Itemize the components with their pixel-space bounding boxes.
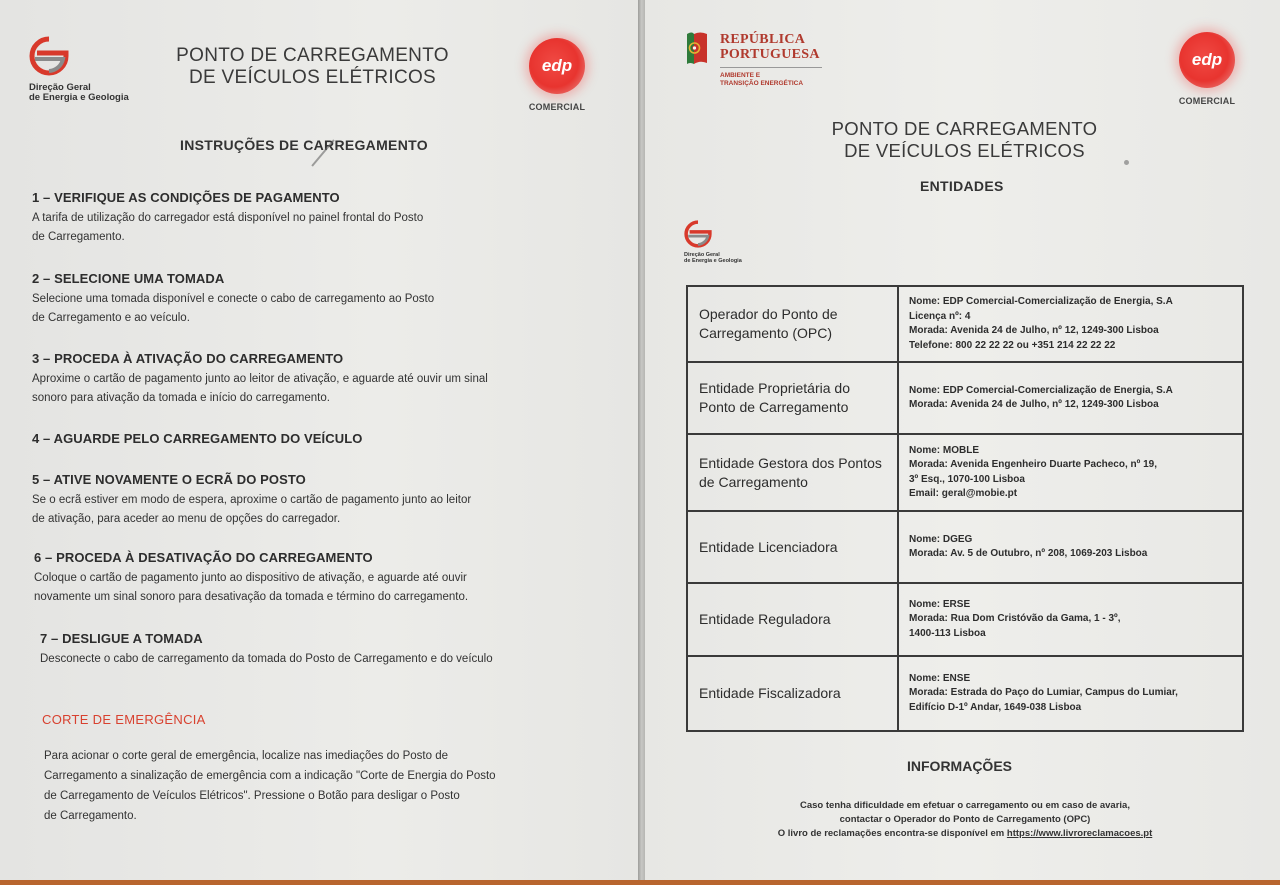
rp-name-line2: PORTUGUESA [720, 47, 820, 62]
rp-name-line1: REPÚBLICA [720, 32, 806, 47]
instruction-step [32, 190, 592, 247]
info-text [720, 799, 1210, 841]
step-line: Aproxime o cartão de pagamento junto ao leitor de ativação, e aguarde até ouvir um sinal [32, 373, 488, 385]
detail-line: Licença nº: 4 [909, 310, 971, 322]
edp-comercial-logo-left [518, 38, 596, 112]
detail-line: Telefone: 800 22 22 22 ou +351 214 22 22 22 [909, 339, 1116, 351]
rp-ministry [720, 72, 840, 88]
dgeg-name-line2: de Energia e Geologia [684, 257, 742, 264]
rp-rule [720, 67, 822, 68]
rp-ministry-line2: TRANSIÇÃO ENERGÉTICA [720, 80, 804, 87]
step-line: de Carregamento. [32, 231, 125, 243]
table-row [687, 286, 1243, 362]
emergency-text [44, 746, 604, 826]
emergency-line: de Carregamento de Veículos Elétricos". Pressione o Botão para desligar o Posto [44, 790, 460, 802]
info-heading: INFORMAÇÕES [907, 758, 1012, 774]
detail-line: Morada: Avenida 24 de Julho, nº 12, 1249-300 Lisboa [909, 399, 1159, 410]
right-title-line1: PONTO DE CARREGAMENTO [831, 118, 1098, 139]
table-row [687, 656, 1243, 731]
table-row [687, 511, 1243, 583]
instruction-step [34, 550, 594, 607]
edp-comercial-label: COMERCIAL [1178, 96, 1236, 106]
entity-details [898, 286, 1243, 362]
entity-details [898, 362, 1243, 434]
left-title-line1: PONTO DE CARREGAMENTO [176, 45, 449, 66]
detail-line: Morada: Rua Dom Cristóvão da Gama, 1 - 3º, [909, 613, 1121, 625]
step-title: 5 – ATIVE NOVAMENTE O ECRÃ DO POSTO [32, 472, 306, 487]
instruction-step [32, 351, 592, 408]
table-row [687, 362, 1243, 434]
entity-details [898, 583, 1243, 656]
dgeg-logo [29, 36, 129, 103]
instruction-step [40, 631, 620, 669]
detail-line: Morada: Av. 5 de Outubro, nº 208, 1069-203 Lisboa [909, 548, 1148, 559]
step-text [32, 370, 592, 408]
info-line: contactar o Operador do Ponto de Carregamento (OPC) [839, 814, 1091, 825]
republica-portuguesa-name [720, 32, 830, 62]
step-text [34, 569, 594, 607]
step-title: 3 – PROCEDA À ATIVAÇÃO DO CARREGAMENTO [32, 351, 344, 366]
step-text [32, 209, 592, 247]
edp-comercial-label: COMERCIAL [528, 102, 586, 112]
portuguese-flag-icon [683, 30, 709, 66]
step-title: 2 – SELECIONE UMA TOMADA [32, 271, 225, 286]
step-line: Desconecte o cabo de carregamento da tomada do Posto de Carregamento e do veículo [40, 653, 493, 665]
dgeg-name-line1: Direção Geral [29, 82, 91, 93]
paper-speck [1124, 160, 1129, 165]
entity-label: Entidade Fiscalizadora [687, 656, 898, 731]
detail-line: Morada: Avenida 24 de Julho, nº 12, 1249-300 Lisboa [909, 325, 1159, 336]
info-line-prefix: O livro de reclamações encontra-se disponível em [777, 828, 1007, 839]
detail-line: Nome: MOBLE [909, 444, 979, 456]
entity-details [898, 434, 1243, 511]
step-line: A tarifa de utilização do carregador está disponível no painel frontal do Posto [32, 212, 424, 224]
edp-logo-icon: edp [1179, 32, 1235, 88]
entity-details [898, 656, 1243, 731]
entity-label: Operador do Ponto de Carregamento (OPC) [687, 286, 898, 362]
livro-reclamacoes-link[interactable]: https://www.livroreclamacoes.pt [1006, 828, 1153, 839]
dgeg-e-icon [29, 36, 69, 76]
step-line: Coloque o cartão de pagamento junto ao dispositivo de ativação, e aguarde até ouvir [34, 572, 467, 584]
instruction-step [32, 431, 592, 450]
detail-line: 1400-113 Lisboa [909, 627, 986, 639]
dgeg-name-line1: Direção Geral [684, 252, 720, 258]
entity-label: Entidade Proprietária do Ponto de Carregamento [687, 362, 898, 434]
instruction-step [32, 271, 592, 328]
info-line [720, 827, 1210, 841]
emergency-line: Carregamento a sinalização de emergência com a indicação "Corte de Energia do Posto [44, 770, 496, 782]
left-page-title [170, 45, 455, 89]
entity-label: Entidade Gestora dos Pontos de Carregamento [687, 434, 898, 511]
step-title: 6 – PROCEDA À DESATIVAÇÃO DO CARREGAMENTO [34, 550, 373, 565]
detail-line: 3º Esq., 1070-100 Lisboa [909, 473, 1025, 485]
step-text [32, 290, 592, 328]
entity-label: Entidade Reguladora [687, 583, 898, 656]
edp-comercial-logo-right [1168, 32, 1246, 106]
step-line: de ativação, para aceder ao menu de opções do carregador. [32, 513, 341, 525]
step-line: sonoro para ativação da tomada e início do carregamento. [32, 392, 330, 404]
instructions-heading: INSTRUÇÕES DE CARREGAMENTO [180, 137, 428, 153]
detail-line: Nome: ENSE [909, 672, 971, 684]
step-text [32, 491, 592, 529]
info-line: Caso tenha dificuldade em efetuar o carregamento ou em caso de avaria, [800, 800, 1130, 811]
detail-line: Nome: ERSE [909, 598, 971, 610]
dgeg-name-line2: de Energia e Geologia [29, 91, 129, 103]
dgeg-e-icon [684, 220, 712, 248]
table-surface-edge [0, 880, 1280, 885]
step-line: Selecione uma tomada disponível e conecte o cabo de carregamento ao Posto [32, 293, 435, 305]
detail-line: Morada: Avenida Engenheiro Duarte Pacheco, nº 19, [909, 459, 1157, 470]
sheet-divider [638, 0, 645, 885]
step-title: 4 – AGUARDE PELO CARREGAMENTO DO VEÍCULO [32, 431, 363, 446]
rp-ministry-line1: AMBIENTE E [720, 72, 761, 79]
detail-line: Edifício D-1º Andar, 1649-038 Lisboa [909, 701, 1082, 713]
emergency-line: Para acionar o corte geral de emergência, localize nas imediações do Posto de [44, 750, 449, 762]
table-row [687, 434, 1243, 511]
step-line: Se o ecrã estiver em modo de espera, aproxime o cartão de pagamento junto ao leitor [32, 494, 472, 506]
dgeg-logo-small [684, 220, 742, 265]
step-text [40, 650, 620, 669]
entities-table [686, 285, 1244, 732]
right-page-title [822, 118, 1107, 162]
edp-logo-icon: edp [529, 38, 585, 94]
detail-line: Email: geral@mobie.pt [909, 488, 1018, 499]
table-row [687, 583, 1243, 656]
right-title-line2: DE VEÍCULOS ELÉTRICOS [844, 140, 1085, 161]
emergency-line: de Carregamento. [44, 810, 137, 822]
entity-label: Entidade Licenciadora [687, 511, 898, 583]
detail-line: Nome: EDP Comercial-Comercialização de Energia, S.A [909, 384, 1173, 396]
emergency-title: CORTE DE EMERGÊNCIA [42, 712, 206, 727]
step-title: 7 – DESLIGUE A TOMADA [40, 631, 203, 646]
detail-line: Nome: EDP Comercial-Comercialização de Energia, S.A [909, 296, 1173, 307]
instruction-step [32, 472, 592, 529]
step-title: 1 – VERIFIQUE AS CONDIÇÕES DE PAGAMENTO [32, 190, 340, 205]
step-line: novamente um sinal sonoro para desativação da tomada e término do carregamento. [34, 591, 469, 603]
entities-heading: ENTIDADES [920, 178, 1004, 194]
left-title-line2: DE VEÍCULOS ELÉTRICOS [188, 67, 437, 88]
detail-line: Morada: Estrada do Paço do Lumiar, Campus do Lumiar, [909, 687, 1178, 699]
step-line: de Carregamento e ao veículo. [32, 312, 190, 324]
entity-details [898, 511, 1243, 583]
detail-line: Nome: DGEG [909, 533, 973, 545]
